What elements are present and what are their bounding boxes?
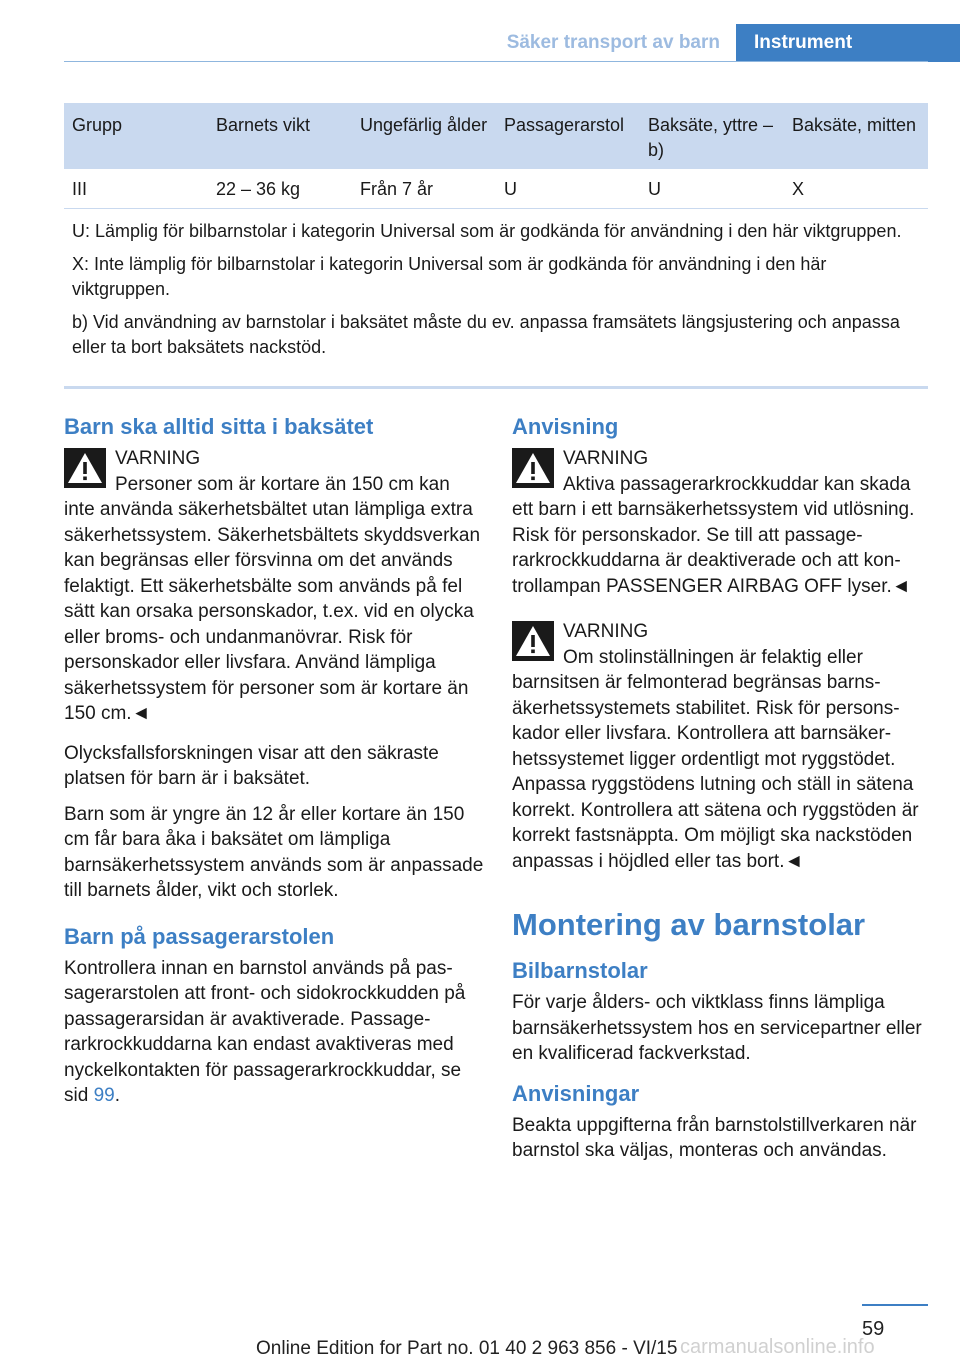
table-header-cell: Baksäte, yttre – b) <box>648 115 774 160</box>
table-cell: U <box>504 179 517 199</box>
paragraph-passenger-airbag <box>64 956 484 1109</box>
page-reference-link[interactable]: 99 <box>93 1085 115 1106</box>
paragraph: Olycksfallsforskningen visar att den säkraste platsen för barn är i baksätet. <box>64 742 439 789</box>
running-header-section: Säker transport av barn <box>506 32 720 53</box>
watermark: carmanualsonline.info <box>680 1336 875 1358</box>
paragraph: Beakta uppgifterna från barnstolstillverkaren när barnstol ska väljas, monteras och användas. <box>512 1114 917 1161</box>
table-bottom-rule <box>64 386 928 389</box>
page-number-rule <box>862 1304 928 1306</box>
warning-text: Personer som är kortare än 150 cm kan inte använda säkerhetsbältet utan lämpliga extra säkerhetssystem. Säkerhetsbältets skyddsverkan kan begränsas eller försvinna om det används felaktigt. Ett säkerhetsbälte som används på fel sätt kan orsaka personskador, t.ex. vid en olycka eller broms- och undanmanövrar. Risk för personskador eller livsfara. Använd lämpliga säkerhetssystem för personer som är kortare än 150 cm.◄ <box>64 473 481 724</box>
table-notes <box>64 209 928 360</box>
table-cell: 22 – 36 kg <box>216 179 301 199</box>
warning-title: VARNING <box>563 448 649 469</box>
table-header-cell: Grupp <box>72 115 123 135</box>
heading-children-passenger-seat: Barn på passagerarstolen <box>64 923 335 949</box>
warning-triangle-icon <box>512 621 554 661</box>
page-number: 59 <box>862 1318 885 1340</box>
warning-triangle-icon <box>512 448 554 488</box>
table-cell: X <box>792 179 805 199</box>
warning-text: Om stolinställningen är felaktig eller barnsitsen är felmonterad begränsas barnsäkerhetssystemets stabilitet. Risk för personskador eller livsfara. Kontrollera att barnsäkerhetssystemet ligger ordentligt mot ryggstödet. Anpassa ryggstödens lutning och ställ in sätena korrekt. Kontrollera att sätena och ryggstöden är korrekt fastsnäppta. Om möjligt ska nackstöden anpassas i höjdled eller tas bort.◄ <box>512 646 919 872</box>
running-header-chapter: Instrument <box>736 24 960 62</box>
table-header-cell: Barnets vikt <box>216 115 311 135</box>
warning-text: Aktiva passagerarkrockkuddar kan skada ett barn i ett barnsäkerhetssystem vid utlösning. Risk för personskador. Se till att passagerarkrockkuddarna är deaktiverade och att kontrollampan PASSENGER AIRBAG OFF lyser.◄ <box>512 473 915 597</box>
heading-children-rear-seat: Barn ska alltid sitta i baksätet <box>64 414 374 439</box>
warning-triangle-icon <box>64 448 106 488</box>
table-header-row <box>64 103 928 169</box>
table-header-cell: Baksäte, mitten <box>792 115 917 135</box>
child-seat-table <box>64 103 928 368</box>
heading-note: Anvisning <box>512 414 619 439</box>
table-header-cell: Passagerarstol <box>504 115 625 135</box>
paragraph-end: . <box>114 1085 120 1106</box>
table-note-u: U: Lämplig för bilbarnstolar i kategorin Universal som är godkända för användning i den här viktgruppen. <box>72 221 902 241</box>
table-row <box>64 169 928 209</box>
edition-footer: Online Edition for Part no. 01 40 2 963 856 - VI/15 <box>256 1338 678 1359</box>
table-note-b: b) Vid användning av barnstolar i baksätet måste du ev. anpassa framsätets längsjustering och anpassa eller ta bort baksätets nackstöd. <box>72 312 900 357</box>
table-cell: Från 7 år <box>360 179 434 199</box>
heading-child-seats: Bilbarnstolar <box>512 958 648 983</box>
warning-block <box>512 446 930 599</box>
left-column <box>64 412 484 1119</box>
paragraph: För varje ålders- och viktklass finns lämpliga barnsäkerhetssystem hos en servicepartner eller en kvalificerad fackverkstad. <box>512 992 922 1064</box>
paragraph-text: Kontrollera innan en barnstol används på passagerarstolen att front- och sidokrockkudden på passagerarsidan är avaktiverade. Passagerarkrockkuddarna kan endast avaktiveras med nyckelkontakten för passagerarkrockkuddar, se sid <box>64 957 466 1106</box>
table-note-x: X: Inte lämplig för bilbarnstolar i kategorin Universal som är godkända för användning i den här viktgruppen. <box>72 254 827 299</box>
right-column <box>512 412 930 1174</box>
heading-mounting-child-seats: Montering av barnstolar <box>512 907 866 942</box>
warning-block <box>512 619 930 874</box>
table-cell: III <box>72 179 88 199</box>
header-rule <box>64 61 928 62</box>
table-cell: U <box>648 179 661 199</box>
paragraph: Barn som är yngre än 12 år eller kortare än 150 cm får bara åka i baksätet om lämpliga barnsäkerhetssystem används som är anpassade till barnets ålder, vikt och storlek. <box>64 803 484 901</box>
warning-title: VARNING <box>563 621 649 642</box>
warning-title: VARNING <box>115 448 201 469</box>
warning-block <box>64 446 484 727</box>
table-header-cell: Ungefärlig ålder <box>360 115 488 135</box>
heading-instructions: Anvisningar <box>512 1080 640 1106</box>
